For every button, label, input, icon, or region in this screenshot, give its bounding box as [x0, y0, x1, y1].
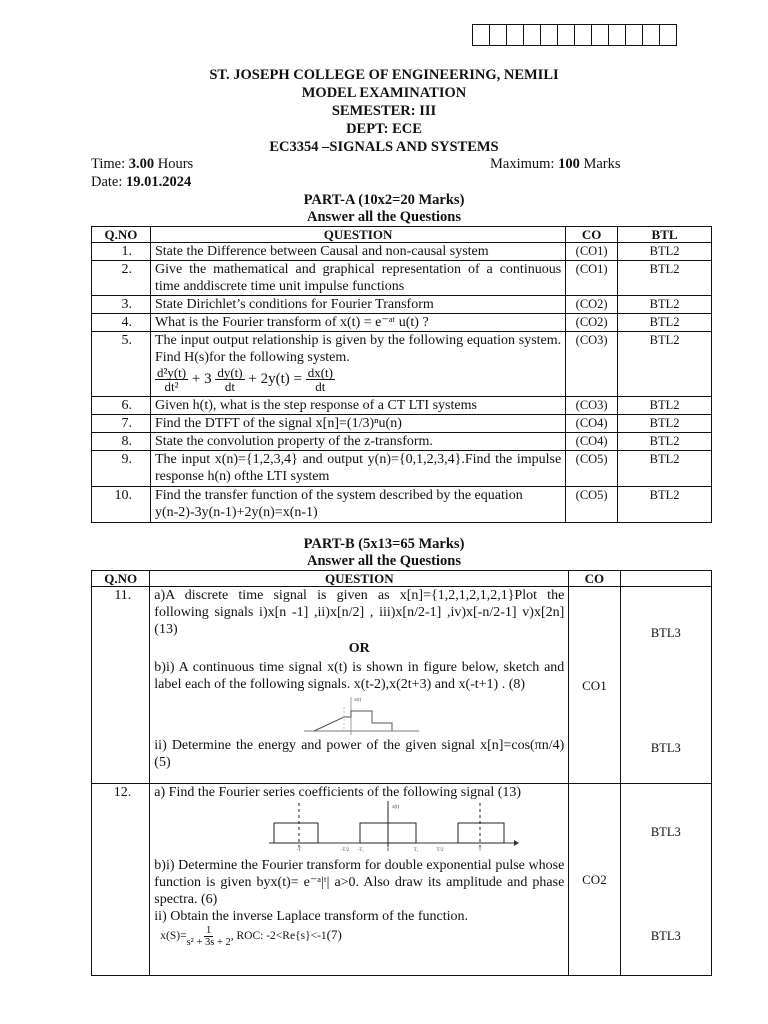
department: DEPT: ECE: [346, 121, 422, 137]
column-header-co: CO: [566, 227, 618, 243]
question-text: State the Difference between Causal and non-causal system: [150, 243, 565, 261]
bloom-level: BTL2: [618, 314, 712, 332]
bloom-level-cell: [620, 784, 711, 976]
bloom-level-cell: [620, 587, 711, 784]
question-5-text: The input output relationship is given by the following equation system. Find H(s)for the following system.: [154, 333, 562, 365]
question-11a-text: a)A discrete time signal is given as x[n]={1,2,1,2,1,2,1}Plot the following signals i)x[n -1] ,ii)x[n/2] , iii)x[n/2-1] ,iv)x[-n/2-1] v)x[2n] (13): [154, 588, 565, 637]
course-outcome: (CO4): [566, 433, 618, 451]
exam-name: MODEL EXAMINATION: [301, 85, 467, 101]
part-a-instructions: Answer all the Questions: [306, 209, 461, 225]
max-marks: Maximum: 100 Marks: [490, 156, 621, 172]
column-header-question: QUESTION: [150, 571, 569, 587]
question-text: [150, 587, 569, 784]
pulse-train-figure-12: [154, 801, 564, 853]
table-header-row: [92, 571, 712, 587]
bloom-level: BTL2: [618, 332, 712, 397]
part-a-table: [91, 226, 712, 523]
question-text: Given h(t), what is the step response of a CT LTI systems: [150, 397, 565, 415]
question-text: [150, 487, 565, 523]
question-10-equation: y(n-2)-3y(n-1)+2y(n)=x(n-1): [154, 505, 318, 520]
svg-text:-T/2: -T/2: [340, 848, 350, 853]
bloom-level: BTL3: [650, 741, 681, 755]
table-row: [92, 451, 712, 487]
table-row: [92, 332, 712, 397]
question-text: [150, 332, 565, 397]
question-number: 12.: [92, 784, 150, 976]
question-number: 11.: [92, 587, 150, 784]
signal-figure-11: [154, 693, 564, 737]
column-header-co: CO: [569, 571, 620, 587]
table-row: [92, 243, 712, 261]
part-b-title: PART-B (5x13=65 Marks): [303, 536, 465, 552]
column-header-qno: Q.NO: [92, 571, 150, 587]
question-12bii-text: ii) Obtain the inverse Laplace transform of the function.: [154, 909, 469, 924]
part-b-table: [91, 570, 712, 976]
bloom-level: BTL2: [618, 433, 712, 451]
question-number: 10.: [92, 487, 151, 523]
bloom-level: BTL2: [618, 487, 712, 523]
bloom-level: BTL2: [618, 451, 712, 487]
column-header-btl: BTL: [618, 227, 712, 243]
part-b-instructions: Answer all the Questions: [306, 553, 461, 569]
table-row: [92, 487, 712, 523]
column-header-qno: Q.NO: [92, 227, 151, 243]
differential-equation: $\frac{\text{d²y(t)}}{\text{dt²}}$ + 3 $\frac{dy(t)}{dt}$ + 2y(t) = $\frac{dx(t)}{dt}$: [156, 365, 333, 394]
question-12a-text: a) Find the Fourier series coefficients of the following signal (13): [154, 785, 522, 800]
question-text: The input x(n)={1,2,3,4} and output y(n)={0,1,2,3,4}.Find the impulse response h(n) ofthe LTI system: [150, 451, 565, 487]
course-outcome: (CO3): [566, 332, 618, 397]
table-row: [92, 296, 712, 314]
register-number-boxes: [472, 24, 677, 46]
bloom-level: BTL3: [650, 929, 681, 943]
question-11bii-text: ii) Determine the energy and power of the given signal x[n]=cos(πn/4) (5): [154, 738, 565, 770]
table-row: [92, 261, 712, 296]
question-number: 5.: [92, 332, 151, 397]
course-outcome: CO2: [569, 784, 620, 976]
table-row: [92, 433, 712, 451]
course-outcome: CO1: [569, 587, 620, 784]
course-outcome: (CO5): [566, 451, 618, 487]
question-number: 8.: [92, 433, 151, 451]
semester: SEMESTER: III: [331, 103, 437, 119]
course-outcome: (CO1): [566, 243, 618, 261]
exam-date: Date: 19.01.2024: [91, 174, 192, 190]
question-number: 3.: [92, 296, 151, 314]
course-outcome: (CO2): [566, 314, 618, 332]
svg-text:T/2: T/2: [436, 848, 444, 853]
svg-text:-T₁: -T₁: [358, 848, 365, 853]
college-name: ST. JOSEPH COLLEGE OF ENGINEERING, NEMILI: [209, 67, 559, 83]
course-title: EC3354 –SIGNALS AND SYSTEMS: [269, 139, 499, 155]
svg-text:x(t): x(t): [354, 698, 362, 703]
laplace-function: x(S)= $\frac{1}{\text{s² + 3s + 2}}$ , ROC: -2<Re{s}<-1(7): [160, 925, 342, 948]
question-text: [150, 784, 569, 976]
svg-text:0: 0: [387, 848, 390, 853]
table-row: [92, 784, 712, 976]
table-row: [92, 397, 712, 415]
question-text: What is the Fourier transform of x(t) = e⁻ᵃᵗ u(t) ?: [150, 314, 565, 332]
table-row: [92, 415, 712, 433]
course-outcome: (CO5): [566, 487, 618, 523]
column-header-btl: [620, 571, 711, 587]
svg-text:T₁: T₁: [413, 848, 419, 853]
exam-time: Time: 3.00 Hours: [91, 156, 194, 172]
question-text: State Dirichlet’s conditions for Fourier Transform: [150, 296, 565, 314]
column-header-question: QUESTION: [150, 227, 565, 243]
question-number: 2.: [92, 261, 151, 296]
bloom-level: BTL2: [618, 415, 712, 433]
bloom-level: BTL2: [618, 261, 712, 296]
question-10-line1: Find the transfer function of the system described by the equation: [154, 488, 523, 503]
bloom-level: BTL3: [650, 626, 681, 640]
table-row: [92, 587, 712, 784]
question-number: 1.: [92, 243, 151, 261]
course-outcome: (CO2): [566, 296, 618, 314]
question-number: 4.: [92, 314, 151, 332]
svg-text:-T: -T: [296, 848, 302, 853]
question-text: Find the DTFT of the signal x[n]=(1/3)ⁿu(n): [150, 415, 565, 433]
table-header-row: [92, 227, 712, 243]
bloom-level: BTL2: [618, 243, 712, 261]
bloom-level: BTL3: [650, 825, 681, 839]
question-number: 6.: [92, 397, 151, 415]
question-number: 9.: [92, 451, 151, 487]
bloom-level: BTL2: [618, 397, 712, 415]
part-a-title: PART-A (10x2=20 Marks): [303, 192, 465, 208]
or-separator: OR: [348, 641, 370, 656]
question-text: State the convolution property of the z-transform.: [150, 433, 565, 451]
question-number: 7.: [92, 415, 151, 433]
question-text: Give the mathematical and graphical representation of a continuous time anddiscrete time unit impulse functions: [150, 261, 565, 296]
course-outcome: (CO4): [566, 415, 618, 433]
bloom-level: BTL2: [618, 296, 712, 314]
question-12bi-text: b)i) Determine the Fourier transform for double exponential pulse whose function is given byx(t)= e⁻ᵃ|ᵗ| a>0. Also draw its amplitude and phase spectra. (6): [154, 858, 565, 907]
svg-text:x(t): x(t): [392, 805, 400, 810]
table-row: [92, 314, 712, 332]
svg-text:T: T: [478, 848, 482, 853]
course-outcome: (CO3): [566, 397, 618, 415]
course-outcome: (CO1): [566, 261, 618, 296]
question-11bi-text: b)i) A continuous time signal x(t) is shown in figure below, sketch and label each of the following signals. x(t-2),x(2t+3) and x(-t+1) . (8): [154, 660, 565, 692]
